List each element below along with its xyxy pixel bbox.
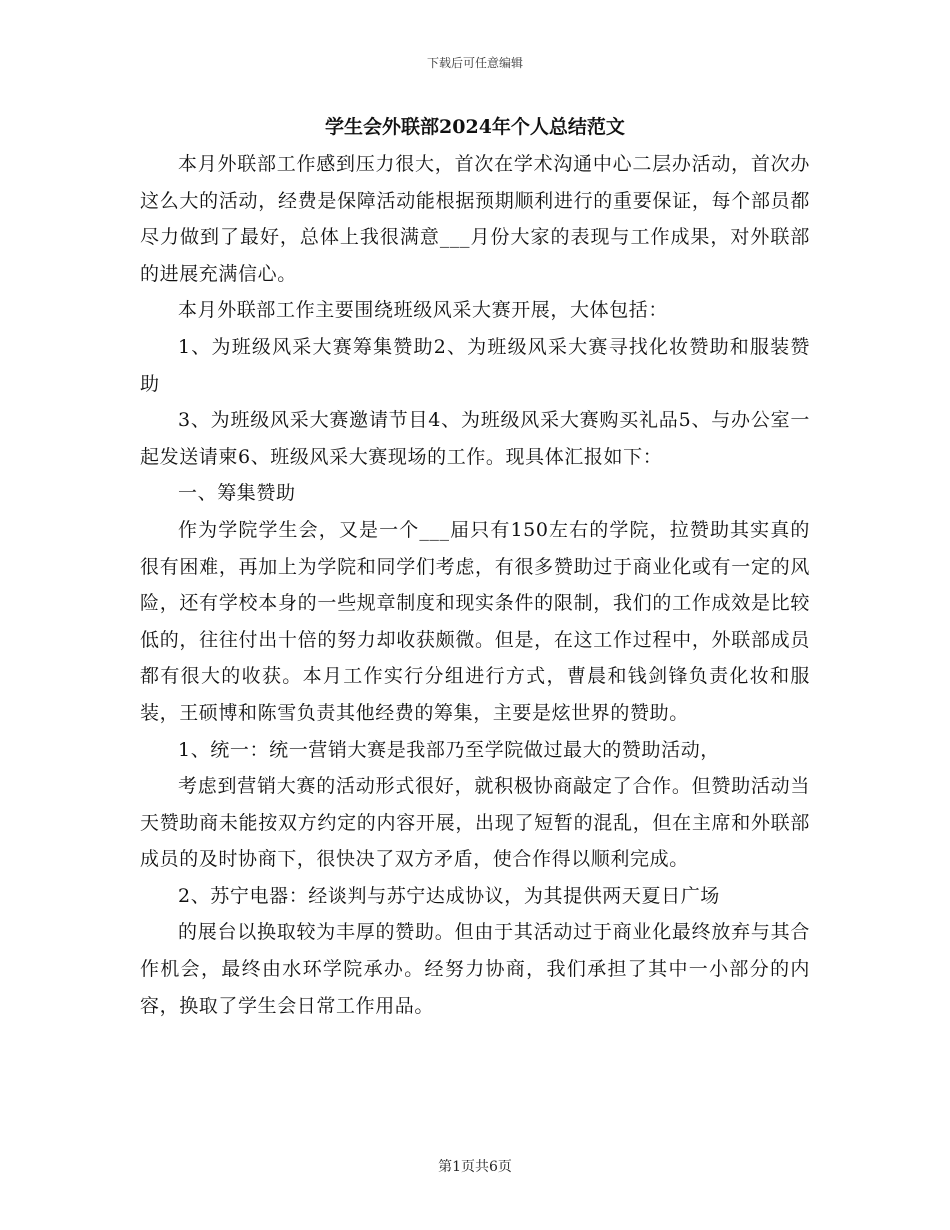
paragraph-tongyi-detail: 考虑到营销大赛的活动形式很好，就积极协商敲定了合作。但赞助活动当天赞助商未能按双方约定的内容开展，出现了短暂的混乱，但在主席和外联部成员的及时协商下，很快决了双方矛盾，使合作得以顺利完成。: [140, 775, 810, 871]
paragraph-item-suning: 2、苏宁电器：经谈判与苏宁达成协议，为其提供两天夏日广场: [178, 884, 720, 907]
page-header-note: 下载后可任意编辑: [426, 56, 523, 70]
paragraph-list-1: 1、为班级风采大赛筹集赞助2、为班级风采大赛寻找化妆赞助和服装赞助: [140, 335, 810, 395]
paragraph-suning-detail: 的展台以换取较为丰厚的赞助。但由于其活动过于商业化最终放弃与其合作机会，最终由水环学院承办。经努力协商，我们承担了其中一小部分的内容，换取了学生会日常工作用品。: [140, 921, 810, 1017]
page-footer-number: 第1页共6页: [438, 1159, 512, 1175]
paragraph-overview: 本月外联部工作主要围绕班级风采大赛开展，大体包括：: [178, 299, 669, 322]
paragraph-list-2: 3、为班级风采大赛邀请节目4、为班级风采大赛购买礼品5、与办公室一起发送请柬6、班级风采大赛现场的工作。现具体汇报如下：: [140, 409, 810, 468]
section-heading-sponsorship: 一、筹集赞助: [178, 482, 296, 505]
paragraph-sponsorship-detail: 作为学院学生会，又是一个___届只有150左右的学院，拉赞助其实真的很有困难，再加上为学院和同学们考虑，有很多赞助过于商业化或有一定的风险，还有学校本身的一些规章制度和现实条件的限制，我们的工作成效是比较低的，往往付出十倍的努力却收获颇微。但是，在这工作过程中，外联部成员都有很大的收获。本月工作实行分组进行方式，曹晨和钱剑锋负责化妆和服装，王硕博和陈雪负责其他经费的筹集，主要是炫世界的赞助。: [140, 518, 810, 724]
paragraph-item-tongyi: 1、统一：统一营销大赛是我部乃至学院做过最大的赞助活动，: [178, 738, 720, 761]
paragraph-intro: 本月外联部工作感到压力很大，首次在学术沟通中心二层办活动，首次办这么大的活动，经费是保障活动能根据预期顺利进行的重要保证，每个部员都尽力做到了最好，总体上我很满意___月份大家的表现与工作成果，对外联部的进展充满信心。: [140, 153, 810, 285]
document-body: [140, 112, 810, 1024]
document-title: 学生会外联部2024年个人总结范文: [325, 116, 625, 138]
